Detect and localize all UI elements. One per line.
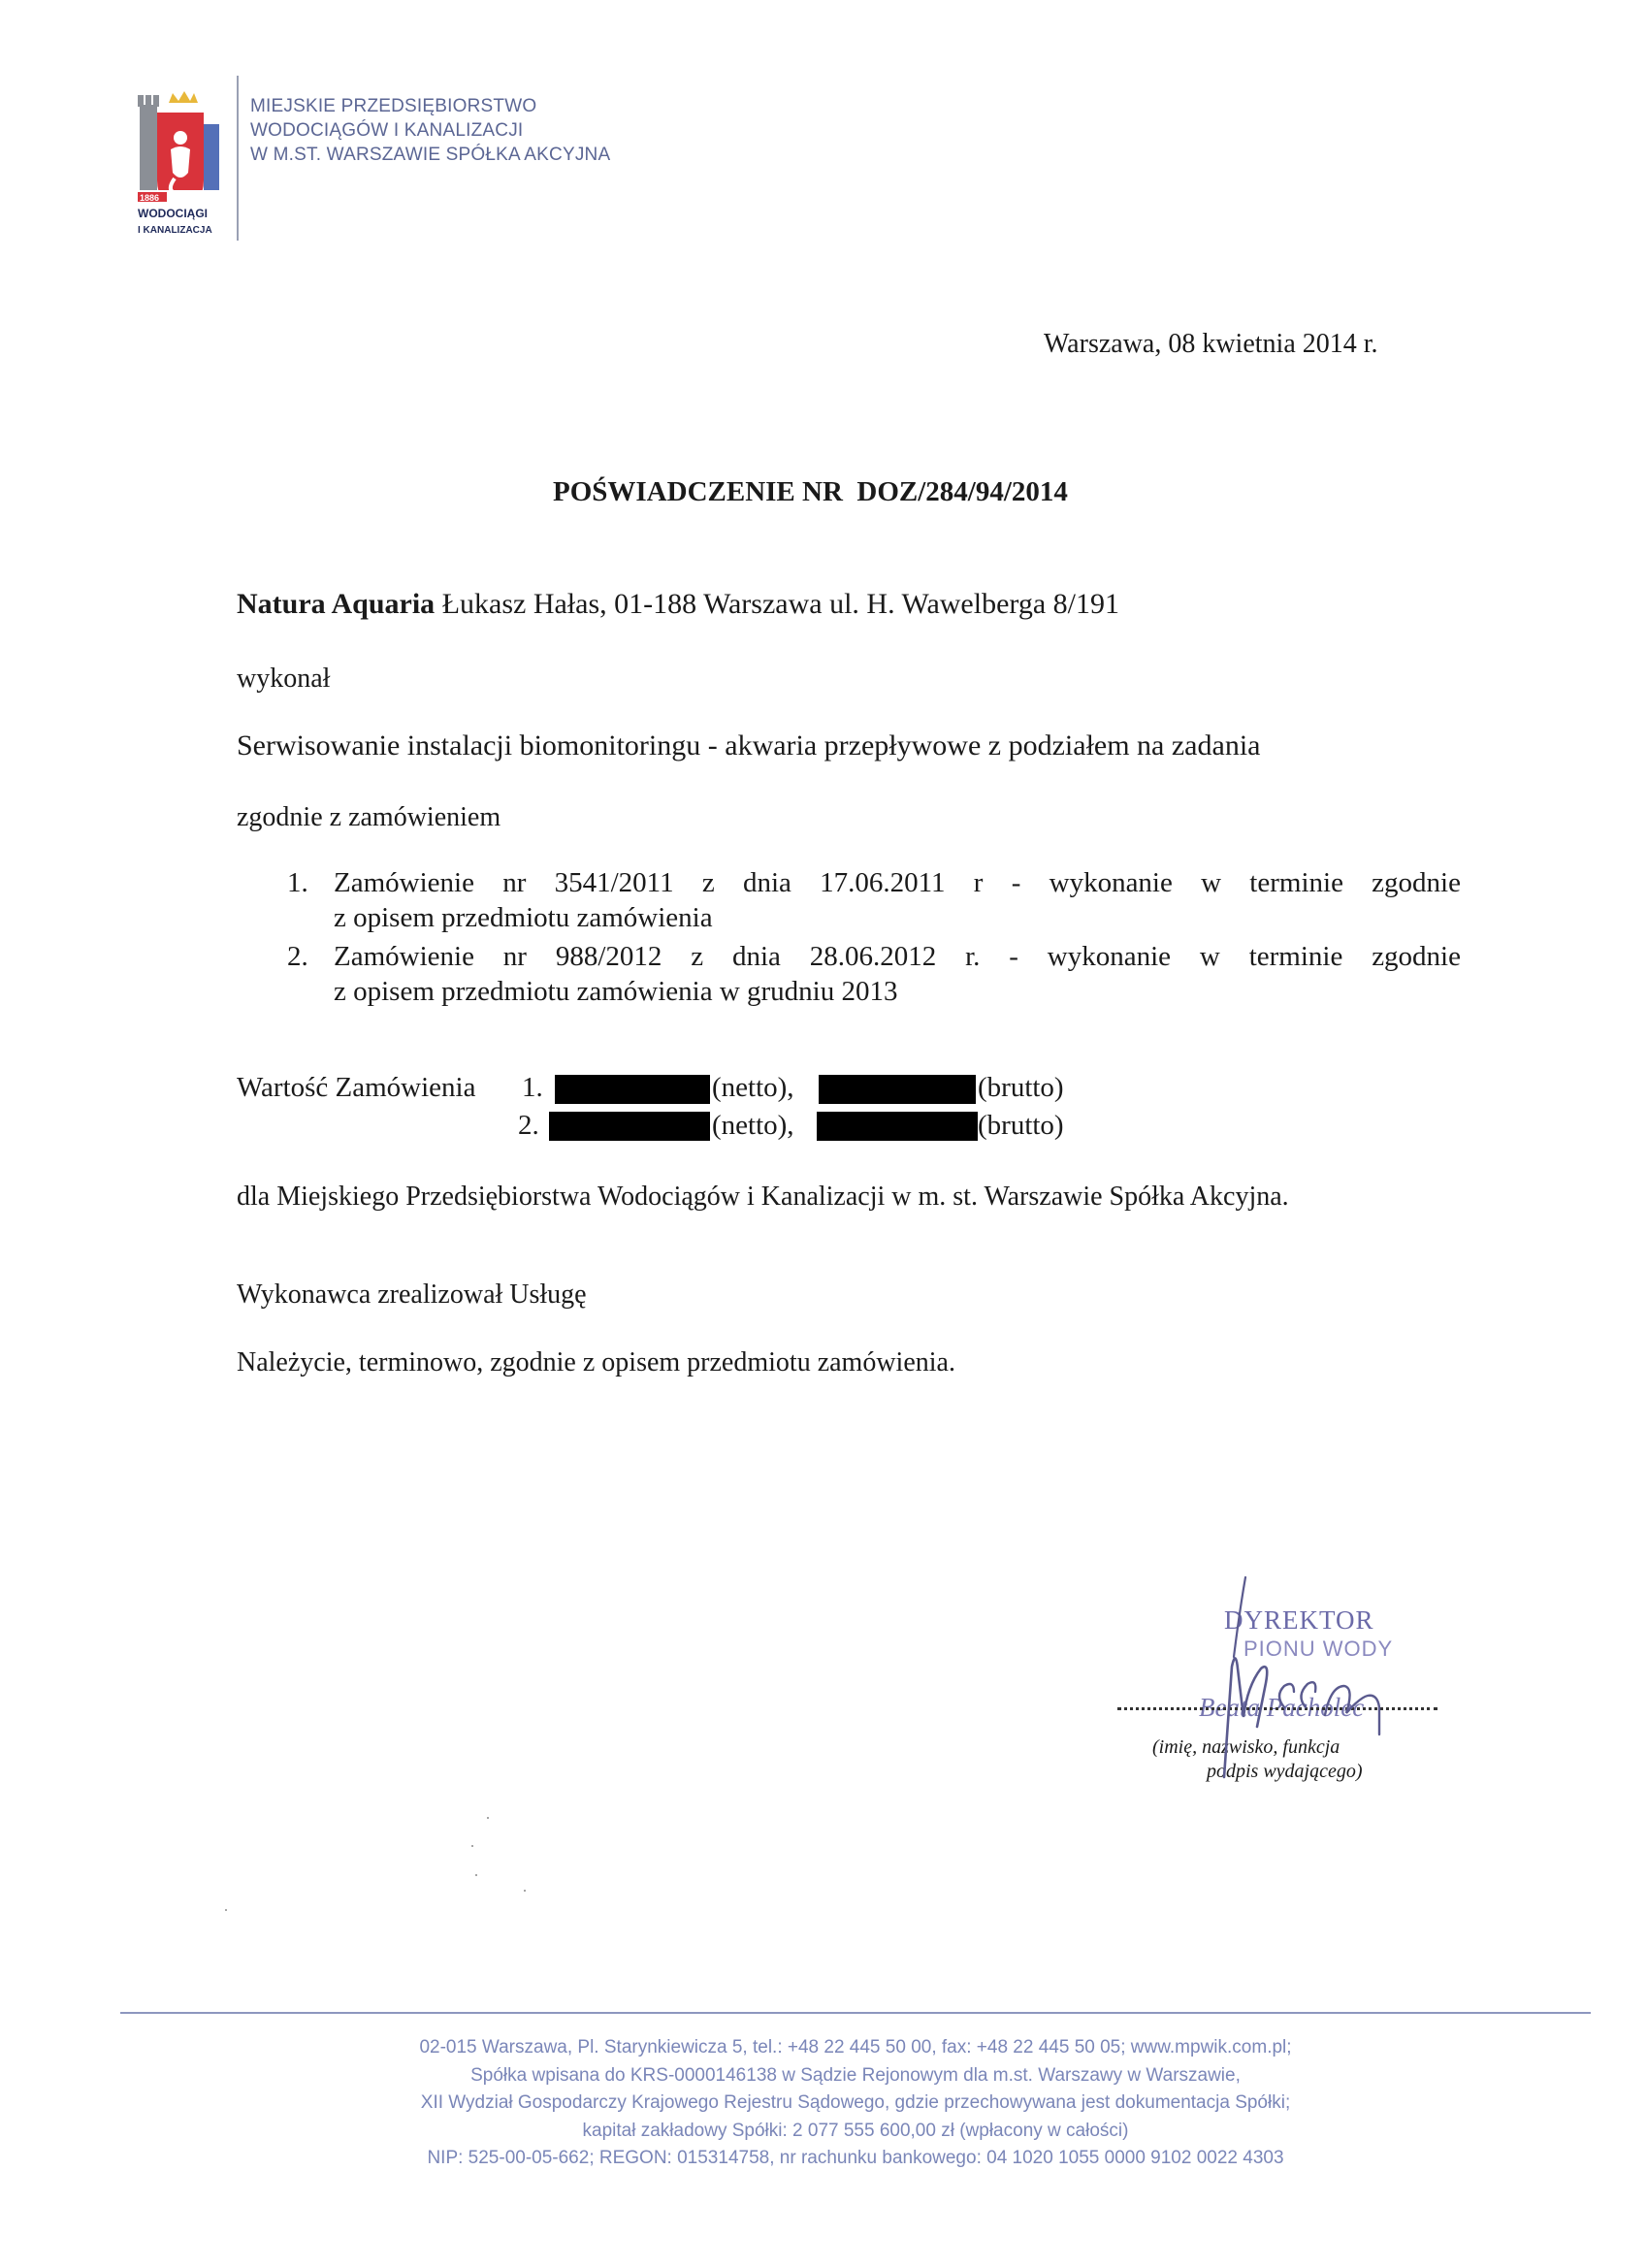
header-divider [237,76,239,241]
order-item [287,865,1461,935]
order-value-label: Wartość Zamówienia [237,1072,476,1103]
company-name [250,94,610,167]
order-item [287,939,1461,1009]
svg-text:WODOCIĄGI: WODOCIĄGI [138,207,208,220]
footer [120,2034,1591,2173]
contractor-details: Łukasz Hałas, 01-188 Warszawa ul. H. Wawelberga 8/191 [435,588,1119,620]
properly-text: Należycie, terminowo, zgodnie z opisem przedmiotu zamówienia. [237,1347,955,1377]
redacted-netto-value [549,1112,710,1141]
stamp-department: PIONU WODY [1243,1636,1394,1661]
signature-caption: (imię, nazwisko, funkcja [1152,1736,1340,1758]
svg-text:1886: 1886 [140,193,160,203]
company-name-line: W M.ST. WARSZAWIE SPÓŁKA AKCYJNA [250,145,611,165]
for-company-text: dla Miejskiego Przedsiębiorstwa Wodociągów i Kanalizacji w m. st. Warszawie Spółka Akcyjna. [237,1182,1289,1212]
order-line: Zamówienie nr 3541/2011 z dnia 17.06.2011 r - wykonanie w terminie zgodnie [334,867,1461,898]
company-name-line: MIEJSKIE PRZEDSIĘBIORSTWO [250,96,537,116]
value-row-number: 2. [518,1110,539,1141]
footer-divider [120,2012,1591,2014]
order-number: 1. [287,867,308,898]
svg-text:I KANALIZACJA: I KANALIZACJA [138,225,212,236]
document-title: POŚWIADCZENIE NR DOZ/284/94/2014 [553,476,1068,507]
order-line: z opisem przedmiotu zamówienia [334,902,713,933]
order-line: z opisem przedmiotu zamówienia w grudniu 2013 [334,976,898,1007]
handwritten-signature-icon [1189,1571,1441,1795]
performed-text: wykonał [237,664,331,694]
service-description: Serwisowanie instalacji biomonitoringu - akwaria przepływowe z podziałem na zadania [237,729,1261,761]
netto-label: (netto), [712,1110,794,1141]
company-name-line: WODOCIĄGÓW I KANALIZACJI [250,120,524,141]
brutto-label: (brutto) [978,1110,1064,1141]
order-number: 2. [287,941,308,972]
footer-line: XII Wydział Gospodarczy Krajowego Rejestru Sądowego, gdzie przechowywana jest dokumentacja Spółki; [420,2092,1291,2113]
brutto-label: (brutto) [978,1072,1064,1103]
contractor-name: Natura Aquaria [237,588,436,620]
netto-label: (netto), [712,1072,794,1103]
footer-line: Spółka wpisana do KRS-0000146138 w Sądzie Rejonowym dla m.st. Warszawy w Warszawie, [470,2064,1241,2086]
executor-text: Wykonawca zrealizował Usługę [237,1280,587,1310]
redacted-netto-value [555,1075,710,1104]
redacted-brutto-value [819,1075,976,1104]
redacted-brutto-value [817,1112,978,1141]
document-date: Warszawa, 08 kwietnia 2014 r. [1044,329,1378,359]
footer-line: kapitał zakładowy Spółki: 2 077 555 600,00 zł (wpłacony w całości) [582,2120,1129,2141]
mpwik-coat-of-arms-logo-icon [136,85,225,237]
footer-line: 02-015 Warszawa, Pl. Starynkiewicza 5, tel.: +48 22 445 50 00, fax: +48 22 445 50 05; www.mpwik.com.pl; [419,2037,1292,2057]
stamp-name: Beata Pacholec [1199,1693,1365,1722]
footer-line: NIP: 525-00-05-662; REGON: 015314758, nr rachunku bankowego: 04 1020 1055 0000 9102 0022 4303 [427,2148,1284,2168]
value-row-number: 1. [522,1072,543,1103]
according-to-text: zgodnie z zamówieniem [237,802,501,832]
contractor-line [237,588,1119,621]
order-line: Zamówienie nr 988/2012 z dnia 28.06.2012 r. - wykonanie w terminie zgodnie [334,941,1461,972]
stamp-title: DYREKTOR [1224,1605,1374,1635]
signature-caption: podpis wydającego) [1207,1761,1363,1782]
